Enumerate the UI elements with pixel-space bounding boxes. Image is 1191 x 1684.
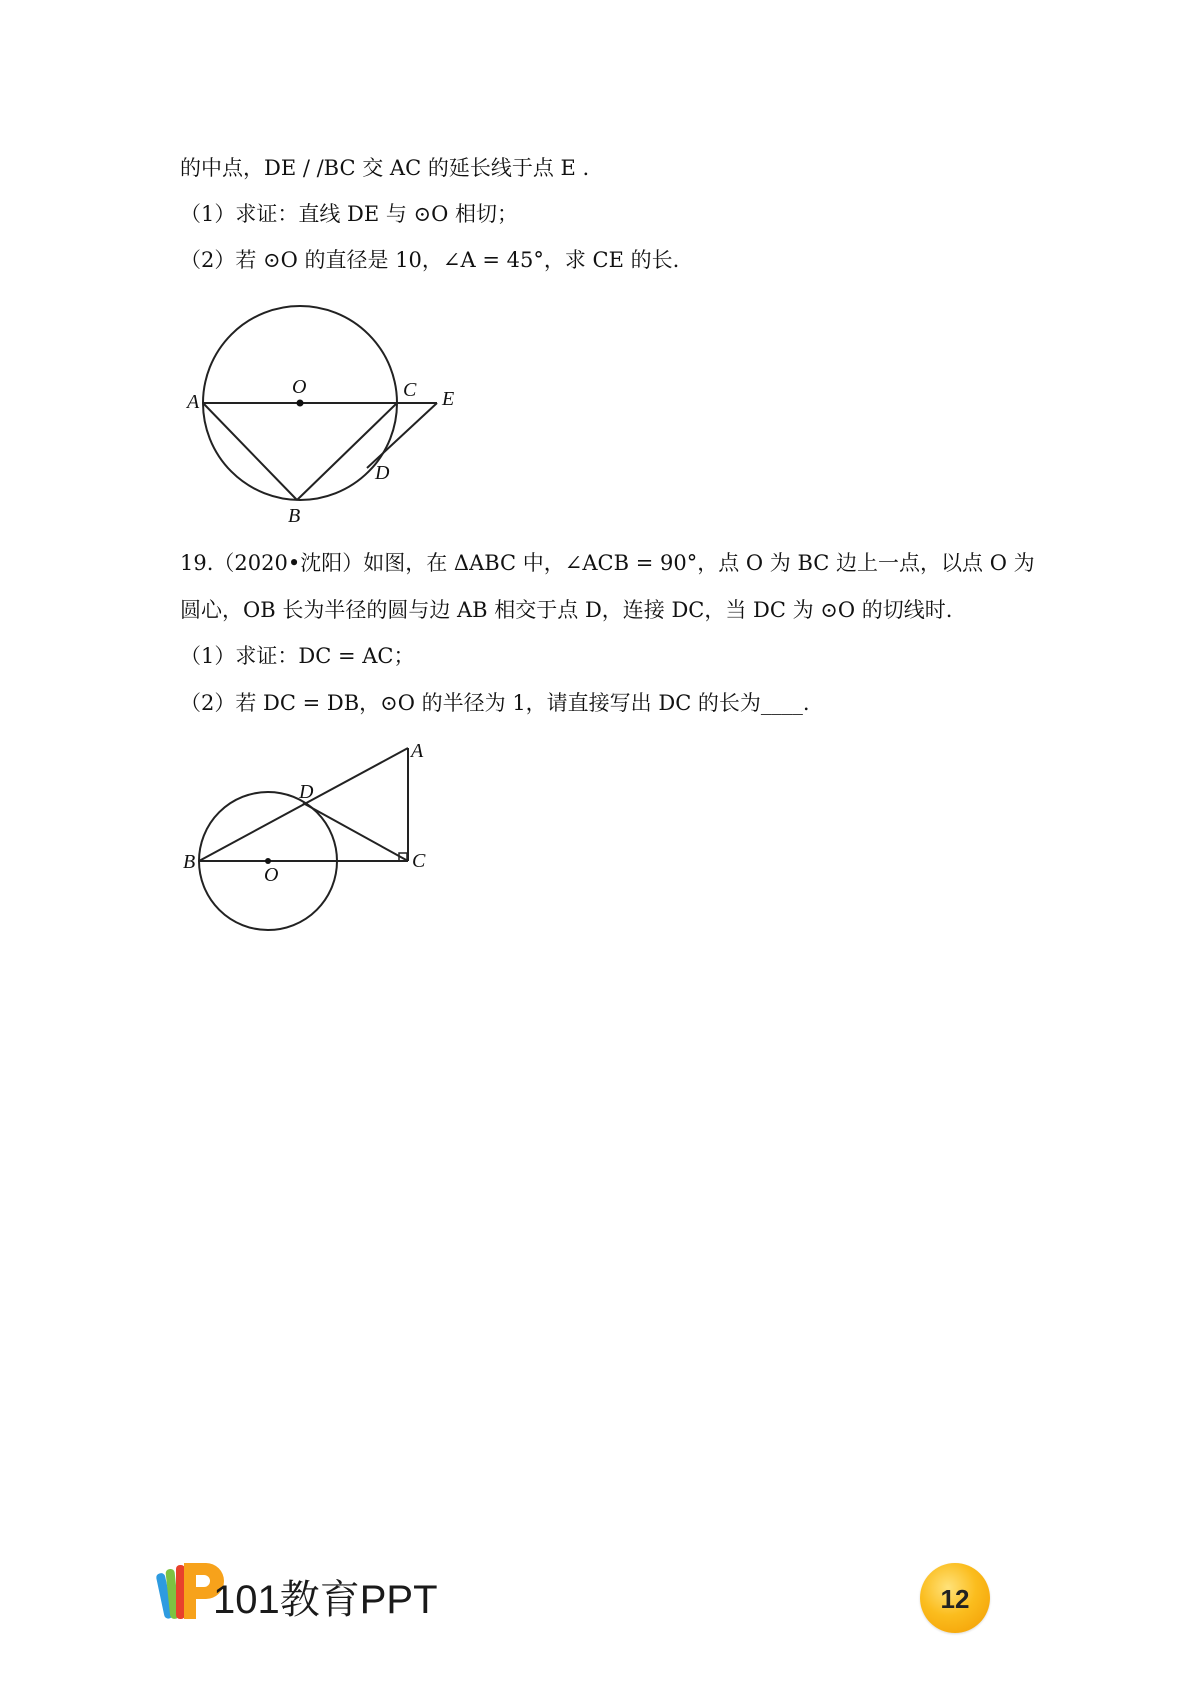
problem19-line2: 圆心，OB 长为半径的圆与边 AB 相交于点 D，连接 DC，当 DC 为 ⊙O 的切线时. bbox=[180, 598, 953, 622]
figure1-label-D: D bbox=[375, 462, 390, 484]
problem19-line1: 19.（2020•沈阳）如图，在 ΔABC 中，∠ACB = 90°，点 O 为 BC 边上一点，以点 O 为 bbox=[180, 551, 1035, 575]
figure2-label-O: O bbox=[264, 864, 279, 886]
figure2-label-C: C bbox=[412, 850, 426, 872]
problem18-part2: （2）若 ⊙O 的直径是 10，∠A = 45°，求 CE 的长. bbox=[180, 248, 680, 272]
figure2-label-D: D bbox=[299, 781, 314, 803]
problem19-part2: （2）若 DC = DB，⊙O 的半径为 1，请直接写出 DC 的长为____. bbox=[180, 691, 810, 715]
figure1-label-E: E bbox=[442, 388, 455, 410]
figure1-label-O: O bbox=[292, 376, 307, 398]
figure2-label-A: A bbox=[411, 740, 424, 762]
page-number: 12 bbox=[940, 1584, 970, 1614]
problem19-part1: （1）求证：DC = AC； bbox=[180, 644, 415, 668]
figure1-label-B: B bbox=[288, 505, 301, 527]
problem18-part1: （1）求证：直线 DE 与 ⊙O 相切； bbox=[180, 202, 519, 226]
problem18-line0: 的中点，DE / /BC 交 AC 的延长线于点 E . bbox=[180, 156, 590, 180]
figure2-line-DC bbox=[303, 803, 408, 861]
figure1-label-A: A bbox=[187, 391, 200, 413]
figure2-label-B: B bbox=[183, 851, 196, 873]
brand-name: 101教育PPT bbox=[213, 1578, 438, 1622]
page-number-badge bbox=[920, 1563, 990, 1633]
figure1-label-C: C bbox=[403, 379, 417, 401]
